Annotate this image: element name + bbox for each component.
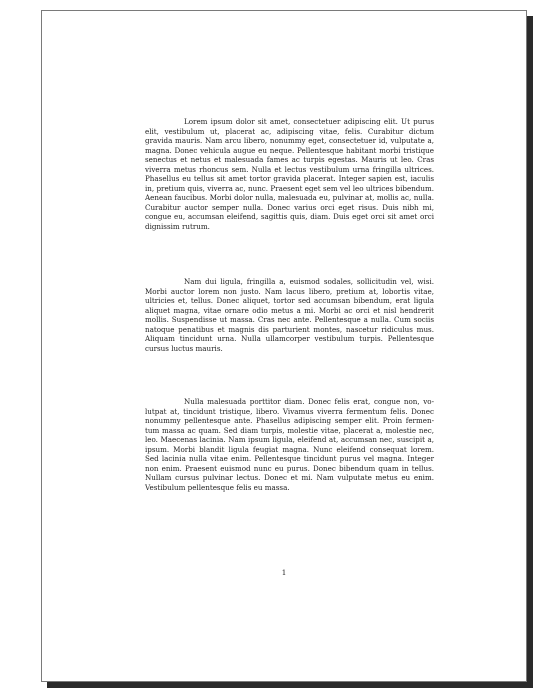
paragraph-2: Nam dui ligula, fringilla a, euismod sodales, sollicitudin vel, wisi. Morbi auctor lorem non justo. Nam lacus libero, pretium at, lobortis vitae, ultricies et, tellus. Donec aliquet, tortor sed accumsan bibendum, erat ligula aliquet magna, vitae ornare odio metus a mi. Morbi ac orci et nisl hendrerit mollis. Suspendisse ut massa. Cras nec ante. Pellentesque a nulla. Cum sociis natoque penatibus et magnis dis parturient montes, nascetur ridiculus mus. Aliquam tincidunt urna. Nulla ullamcorper vestibulum turpis. Pellentesque cursus luctus mauris. (145, 277, 434, 353)
page-number: 1 (281, 568, 287, 577)
paragraph-1: Lorem ipsum dolor sit amet, consectetuer adipiscing elit. Ut purus elit, vestibulum ut, placerat ac, adipiscing vitae, felis. Curabitur dictum gravida mauris. Nam arcu libero, nonummy eget, consectetuer id, vulputate a, magna. Donec vehicula augue eu neque. Pellentesque habitant morbi tristique senectus et netus et malesuada fames ac turpis egestas. Mauris ut leo. Cras viverra metus rhoncus sem. Nulla et lectus vestibulum urna fringilla ultrices. Phasellus eu tellus sit amet tortor gravida placerat. Integer sapien est, iaculis in, pretium quis, viverra ac, nunc. Praesent eget sem vel leo ultrices bibendum. Aenean faucibus. Morbi dolor nulla, malesuada eu, pulvinar at, mollis ac, nulla. Curabitur auctor semper nulla. Donec varius orci eget risus. Duis nibh mi, congue eu, accumsan eleifend, sagittis quis, diam. Duis eget orci sit amet orci dignissim rutrum. (145, 117, 434, 232)
document-page (41, 10, 527, 682)
paragraph-3: Nulla malesuada porttitor diam. Donec felis erat, congue non, volutpat at, tincidunt tristique, libero. Vivamus viverra fermentum felis. Donec nonummy pellentesque ante. Phasellus adipiscing semper elit. Proin fermentum massa ac quam. Sed diam turpis, molestie vitae, placerat a, molestie nec, leo. Maecenas lacinia. Nam ipsum ligula, eleifend at, accumsan nec, suscipit a, ipsum. Morbi blandit ligula feugiat magna. Nunc eleifend consequat lorem. Sed lacinia nulla vitae enim. Pellentesque tincidunt purus vel magna. Integer non enim. Praesent euismod nunc eu purus. Donec bibendum quam in tellus. Nullam cursus pulvinar lectus. Donec et mi. Nam vulputate metus eu enim. Vestibulum pellentesque felis eu massa. (145, 397, 434, 492)
